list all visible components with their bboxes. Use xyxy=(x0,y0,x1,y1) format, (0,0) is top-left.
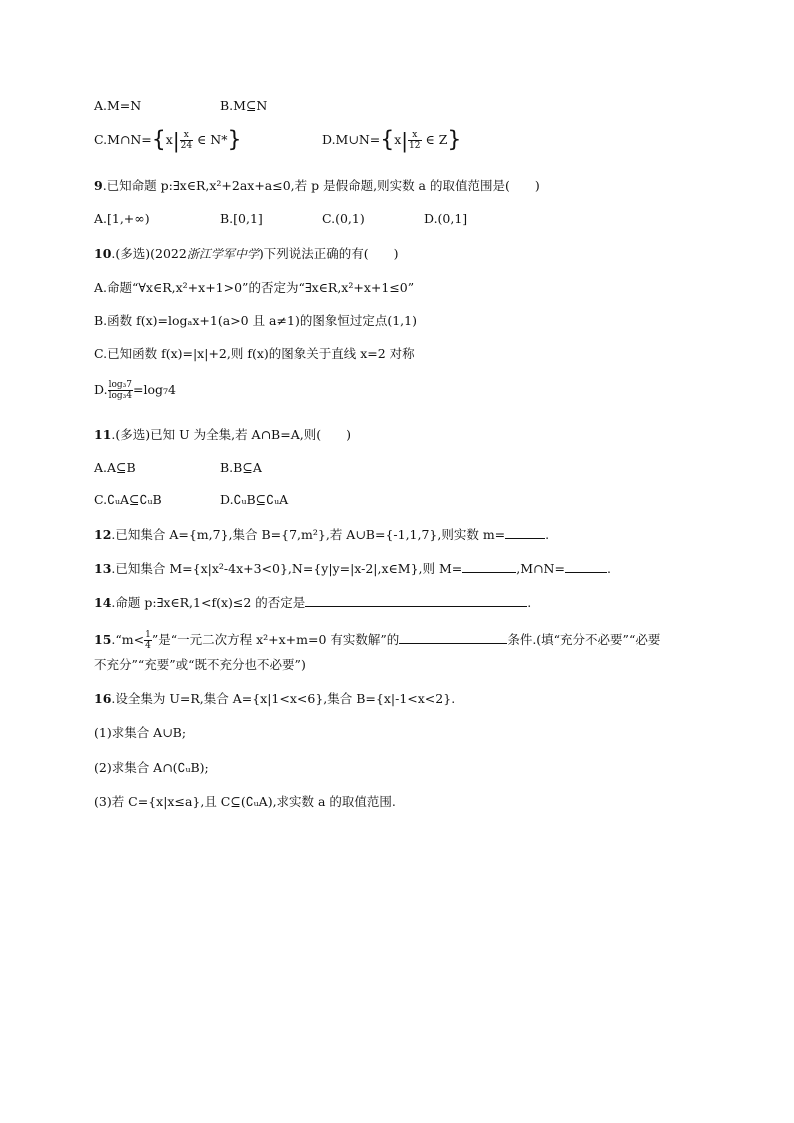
q11-option-a: A.A⊆B xyxy=(94,460,136,475)
q10-option-b: B.函数 f(x)=logₐx+1(a>0 且 a≠1)的图象恒过定点(1,1) xyxy=(94,313,417,328)
q11-text: .(多选)已知 U 为全集,若 A∩B=A,则( ) xyxy=(111,427,351,442)
q15-mid: ”是“一元二次方程 x²+x+m=0 有实数解”的 xyxy=(151,632,400,647)
q13-end: . xyxy=(606,561,611,576)
q8-option-d xyxy=(322,127,462,153)
q16-stem xyxy=(94,691,455,707)
answer-blank[interactable] xyxy=(399,631,507,644)
q8-option-a: A.M=N xyxy=(94,98,142,113)
q12-number: 12 xyxy=(94,527,112,542)
q9-option-b: B.[0,1] xyxy=(220,211,263,226)
q15-prefix: .“m< xyxy=(111,632,145,647)
q13-number: 13 xyxy=(94,561,112,576)
q12-stem xyxy=(94,526,549,543)
q8-c-prefix: C.M∩N= xyxy=(94,132,152,147)
q12-end: . xyxy=(545,527,550,542)
right-brace: } xyxy=(227,127,242,153)
q15-line2: 不充分”“充要”或“既不充分也不必要”) xyxy=(94,657,306,672)
q16-number: 16 xyxy=(94,691,112,706)
q16-text: .设全集为 U=R,集合 A={x|1<x<6},集合 B={x|-1<x<2}. xyxy=(111,691,456,706)
q14-stem xyxy=(94,594,531,611)
q15-number: 15 xyxy=(94,632,112,647)
q13-text: .已知集合 M={x|x²-4x+3<0},N={y|y=|x-2|,x∈M},则 M= xyxy=(111,561,463,576)
right-brace: } xyxy=(447,127,462,153)
q11-number: 11 xyxy=(94,427,112,442)
q16-part-2: (2)求集合 A∩(∁ᵤB); xyxy=(94,760,209,775)
q12-text: .已知集合 A={m,7},集合 B={7,m²},若 A∪B={-1,1,7},则实数 m= xyxy=(111,527,506,542)
q14-number: 14 xyxy=(94,595,112,610)
q16-part-3: (3)若 C={x|x≤a},且 C⊆(∁ᵤA),求实数 a 的取值范围. xyxy=(94,794,396,809)
q10-stem xyxy=(94,246,398,262)
answer-blank-m[interactable] xyxy=(462,560,516,573)
q10-suffix: )下列说法正确的有( ) xyxy=(258,246,399,261)
q15-stem xyxy=(94,630,660,651)
left-brace: { xyxy=(380,127,395,153)
q8-option-c xyxy=(94,127,242,153)
q9-stem xyxy=(94,178,540,194)
q9-number: 9 xyxy=(94,178,103,193)
q8-d-fraction: $\frac{x}{12}$ xyxy=(409,130,421,151)
q13-stem xyxy=(94,560,611,577)
q10-option-d xyxy=(94,380,176,401)
q8-c-var: x xyxy=(165,132,173,147)
q8-d-var: x xyxy=(394,132,402,147)
q8-c-fraction: $\frac{x}{24}$ xyxy=(180,130,193,151)
q10-d-prefix: D. xyxy=(94,382,108,397)
q9-option-a: A.[1,+∞) xyxy=(94,211,150,226)
q14-text: .命题 p:∃x∈R,1<f(x)≤2 的否定是 xyxy=(111,595,306,610)
q11-stem xyxy=(94,427,351,443)
set-bar: | xyxy=(172,128,180,153)
q10-option-c: C.已知函数 f(x)=|x|+2,则 f(x)的图象关于直线 x=2 对称 xyxy=(94,346,415,361)
q8-c-suffix: ∈ N* xyxy=(197,132,228,147)
q8-d-suffix: ∈ Z xyxy=(425,132,448,147)
q10-prefix: .(多选)(2022 xyxy=(111,246,187,261)
q13-mid: ,M∩N= xyxy=(516,561,565,576)
q15-suffix: 条件.(填“充分不必要”“必要 xyxy=(507,632,661,647)
q10-source-school: 浙江学军中学 xyxy=(186,247,259,261)
q8-option-b: B.M⊆N xyxy=(220,98,268,113)
set-bar: | xyxy=(401,128,409,153)
q16-part-1: (1)求集合 A∪B; xyxy=(94,725,187,740)
q11-option-b: B.B⊆A xyxy=(220,460,262,475)
q9-option-d: D.(0,1] xyxy=(424,211,468,226)
left-brace: { xyxy=(151,127,166,153)
q10-number: 10 xyxy=(94,246,112,261)
q10-d-suffix: =log₇4 xyxy=(132,382,176,397)
q11-option-c: C.∁ᵤA⊆∁ᵤB xyxy=(94,492,162,507)
q9-option-c: C.(0,1) xyxy=(322,211,365,226)
q10-d-fraction: $\frac{\text{log₃7}}{\text{log₃4}}$ xyxy=(108,380,132,401)
q10-option-a: A.命题“∀x∈R,x²+x+1>0”的否定为“∃x∈R,x²+x+1≤0” xyxy=(94,280,415,295)
q11-option-d: D.∁ᵤB⊆∁ᵤA xyxy=(220,492,289,507)
answer-blank[interactable] xyxy=(305,594,527,607)
q15-fraction: $\frac{1}{4}$ xyxy=(145,630,151,651)
q14-end: . xyxy=(527,595,532,610)
answer-blank-intersection[interactable] xyxy=(565,560,607,573)
answer-blank[interactable] xyxy=(505,526,545,539)
q8-d-prefix: D.M∪N= xyxy=(322,132,381,147)
q9-text: .已知命题 p:∃x∈R,x²+2ax+a≤0,若 p 是假命题,则实数 a 的取值范围是( ) xyxy=(102,178,540,193)
